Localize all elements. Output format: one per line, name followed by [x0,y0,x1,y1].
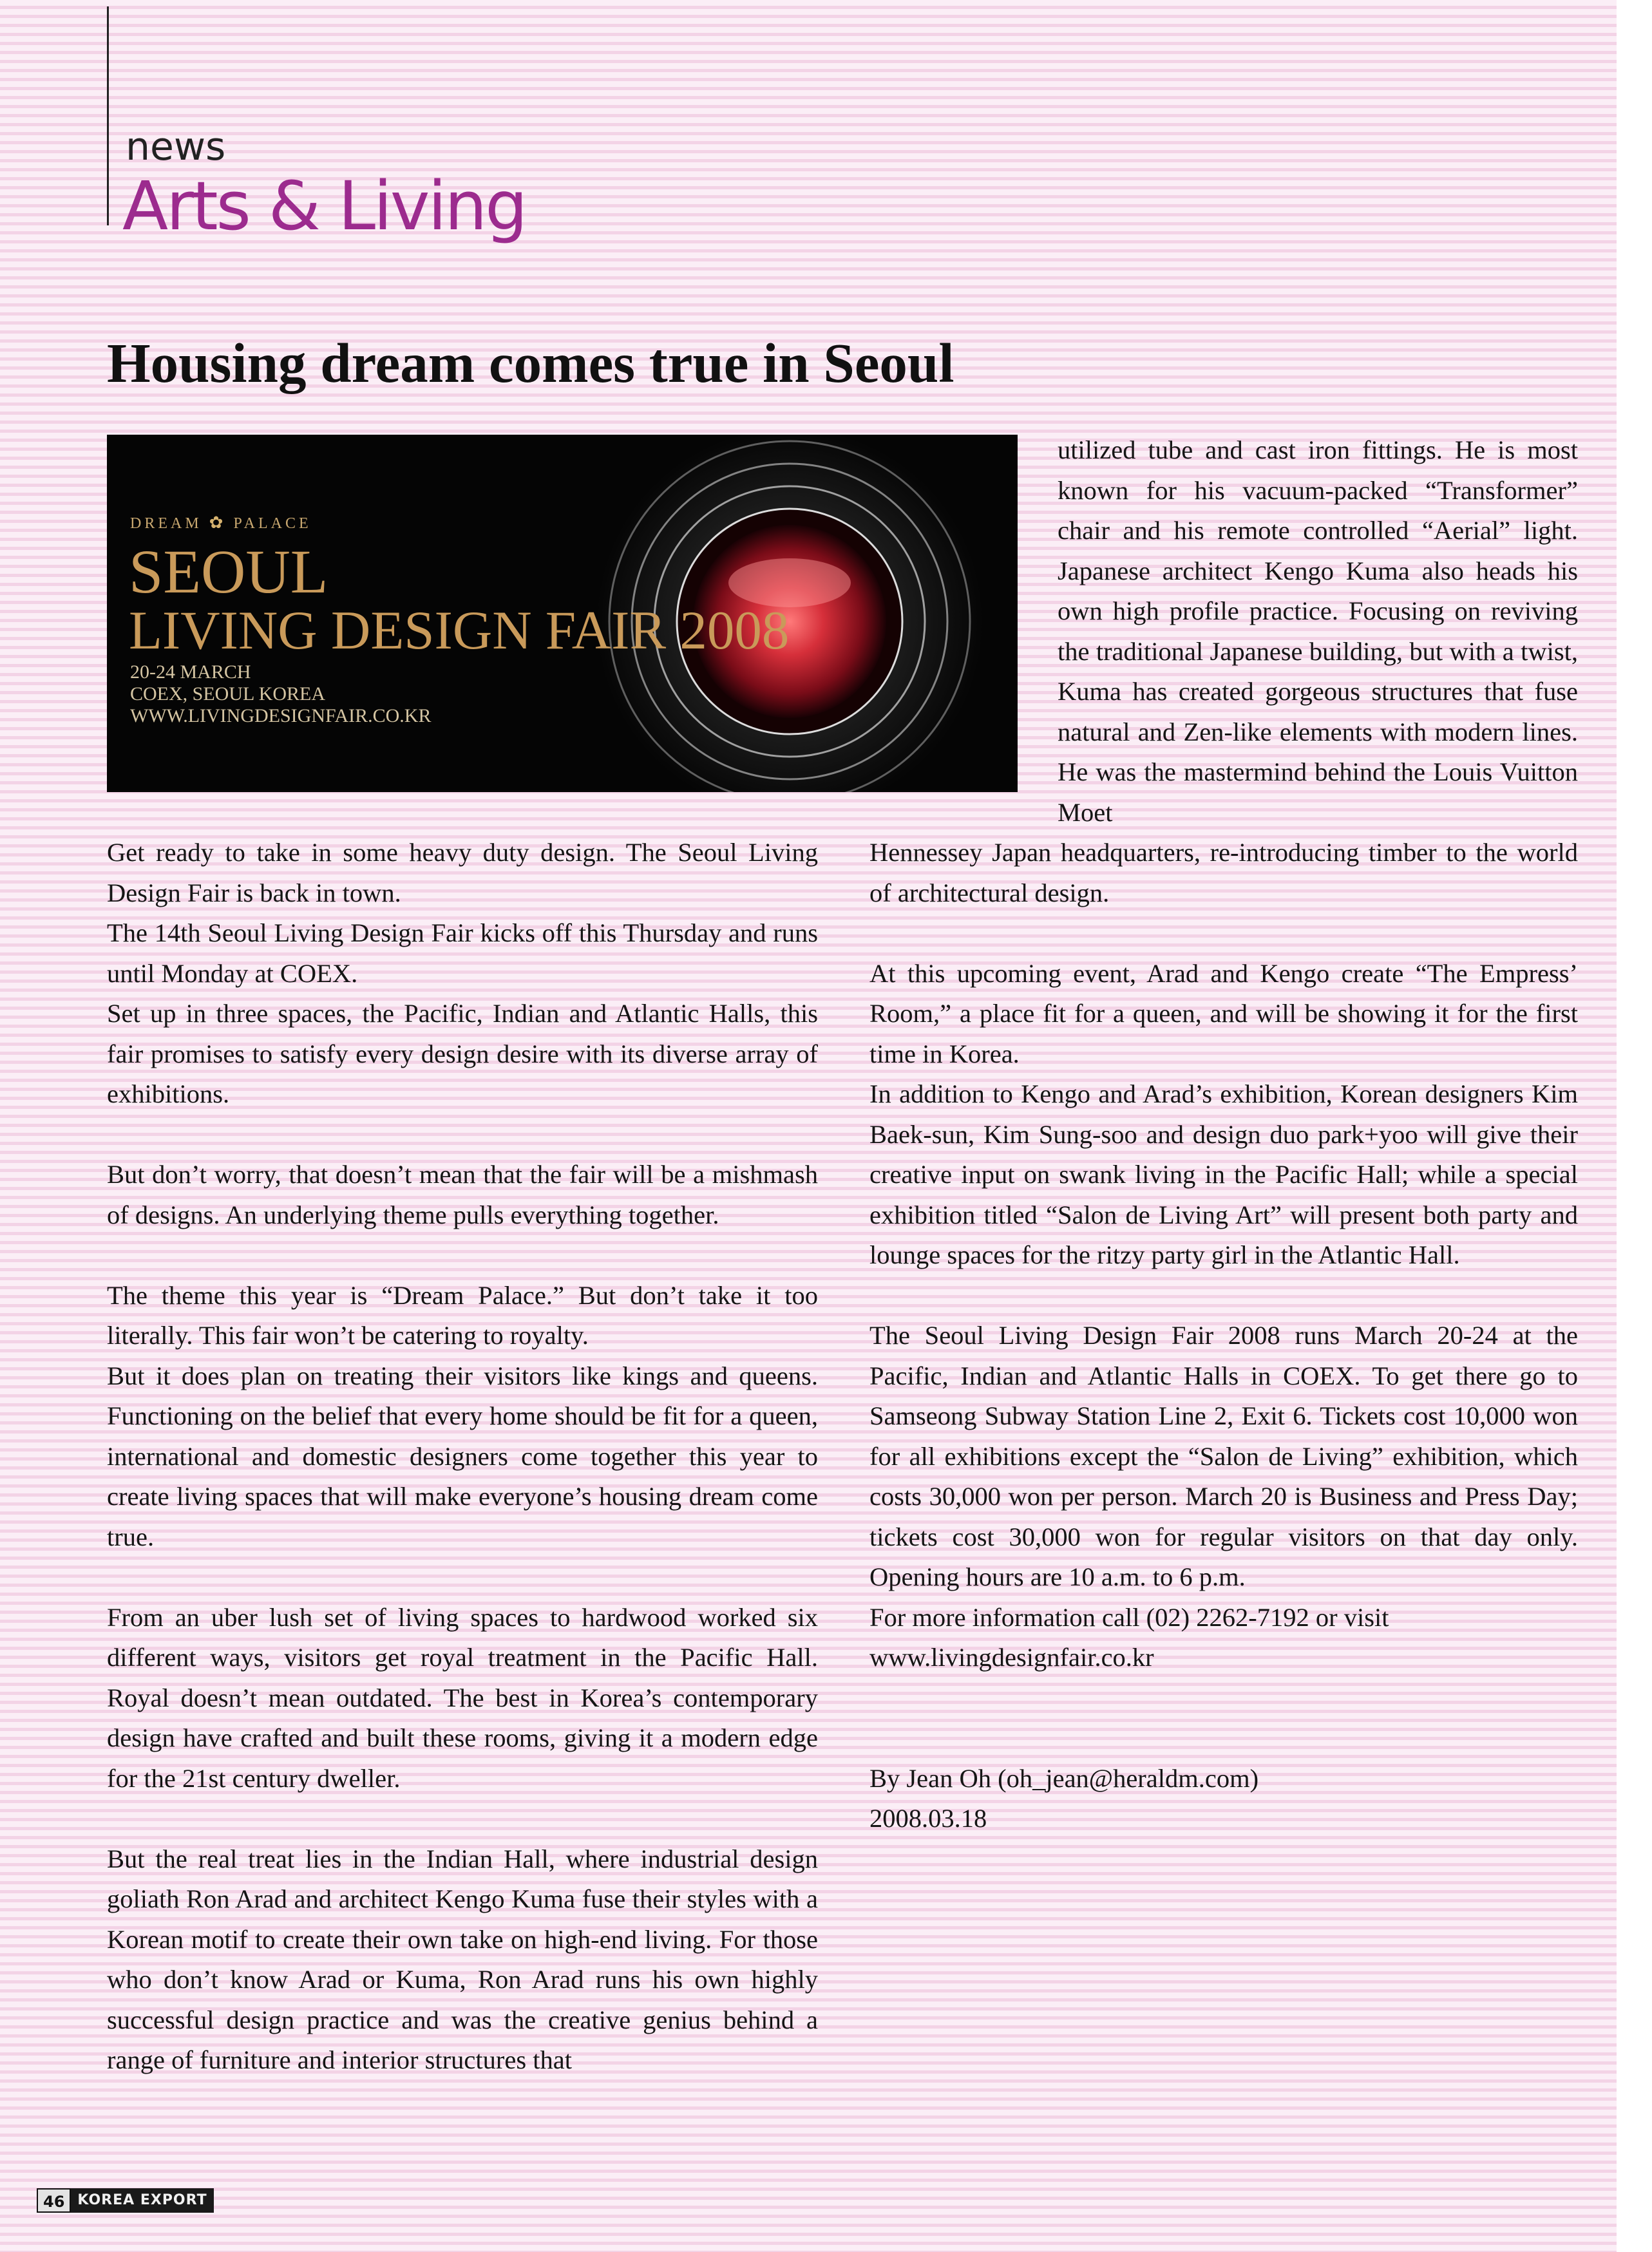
banner-brand-right: PALACE [233,515,312,532]
paragraph: Get ready to take in some heavy duty design. The Seoul Living Design Fair is back in town. [107,838,818,907]
section-kicker: news [126,124,226,169]
paragraph-gap [869,1718,1578,1759]
banner-venue: COEX, SEOUL KOREA [130,683,326,705]
website-link: www.livingdesignfair.co.kr [869,1643,1154,1672]
paragraph: From an uber lush set of living spaces to hardwood worked six different ways, visitors get royal treatment in the Pacific Hall. Royal doesn’t mean outdated. The best in Korea’s contemporary design have crafted and built these rooms, giving it a modern edge for the 21st century dweller. [107,1602,818,1793]
paragraph: The theme this year is “Dream Palace.” But don’t take it too literally. This fair won’t be catering to royalty. [107,1280,818,1350]
paragraph: utilized tube and cast iron fittings. He is most known for his vacuum-packed “Transformer” chair and his remote controlled “Aerial” light. Japanese architect Kengo Kuma also heads his own high profile practice. Focusing on reviving the traditional Japanese building, but with a twist, Kuma has created gorgeous structures that fuse natural and Zen-like elements with modern lines. He was the mastermind behind the Louis Vuitton Moet [1058,435,1578,827]
article-right-column [869,833,1578,1839]
paragraph: Hennessey Japan headquarters, re-introducing timber to the world of architectural design. [869,838,1578,907]
paragraph-gap [107,1235,818,1276]
page-footer [37,2188,214,2213]
paragraph-gap [107,1115,818,1155]
article-left-column [107,833,818,2081]
paragraph: In addition to Kengo and Arad’s exhibition, Korean designers Kim Baek-sun, Kim Sung-soo and design duo park+yoo will give their creative input on swank living in the Pacific Hall; while a special exhibition titled “Salon de Living Art” will present both party and lounge spaces for the ritzy party girl in the Atlantic Hall. [869,1079,1578,1269]
paragraph: The 14th Seoul Living Design Fair kicks off this Thursday and runs until Monday at COEX. [107,918,818,988]
banner-title-seoul: SEOUL [129,537,328,606]
paragraph: But it does plan on treating their visitors like kings and queens. Functioning on the belief that every home should be fit for a queen, international and domestic designers come together this year to create living spaces that will make everyone’s housing dream come true. [107,1361,818,1551]
paragraph: The Seoul Living Design Fair 2008 runs March 20-24 at the Pacific, Indian and Atlantic Halls in COEX. To get there go to Samseong Subway Station Line 2, Exit 6. Tickets cost 10,000 won for all exhibitions except the “Salon de Living” exhibition, which costs 30,000 won per person. March 20 is Business and Press Day; tickets cost 30,000 won for regular visitors on that day only. Opening hours are 10 a.m. to 6 p.m. [869,1321,1578,1591]
page-edge [1617,0,1652,2252]
paragraph: But don’t worry, that doesn’t mean that the fair will be a mishmash of designs. An underlying theme pulls everything together. [107,1160,818,1229]
banner-brand-left: DREAM [130,515,202,532]
paragraph-gap [869,1276,1578,1316]
paragraph: But the real treat lies in the Indian Hall, where industrial design goliath Ron Arad and architect Kengo Kuma fuse their styles with a Korean motif to create their own take on high-end living. For those who don’t know Arad or Kuma, Ron Arad runs his own highly successful design practice and was the creative genius behind a range of furniture and interior structures that [107,1844,818,2074]
paragraph: Set up in three spaces, the Pacific, Indian and Atlantic Halls, this fair promises to satisfy every design desire with its diverse array of exhibitions. [107,999,818,1108]
fair-banner-image [107,435,1018,792]
paragraph-gap [107,1557,818,1598]
section-title: Arts & Living [122,167,526,245]
paragraph-gap [107,1799,818,1839]
paragraph: At this upcoming event, Arad and Kengo create “The Empress’ Room,” a place fit for a queen, and will be showing it for the first time in Korea. [869,958,1578,1068]
banner-dates: 20-24 MARCH [130,661,251,683]
banner-info [130,661,431,727]
flower-icon: ✿ [209,513,227,532]
paragraph-gap [869,913,1578,954]
paragraph: For more information call (02) 2262-7192 or visit [869,1602,1389,1632]
banner-brand [130,513,312,533]
article-top-right-column [1058,430,1578,833]
banner-website: WWW.LIVINGDESIGNFAIR.CO.KR [130,705,432,726]
section-rule [107,6,109,225]
page-number: 46 [37,2188,71,2213]
banner-title-fair: LIVING DESIGN FAIR 2008 [129,600,790,661]
paragraph-gap [869,1678,1578,1719]
magazine-logo: KOREA EXPORT [71,2188,213,2213]
article-headline: Housing dream comes true in Seoul [107,332,954,394]
byline: By Jean Oh (oh_jean@heraldm.com) [869,1763,1259,1793]
publish-date: 2008.03.18 [869,1804,987,1833]
